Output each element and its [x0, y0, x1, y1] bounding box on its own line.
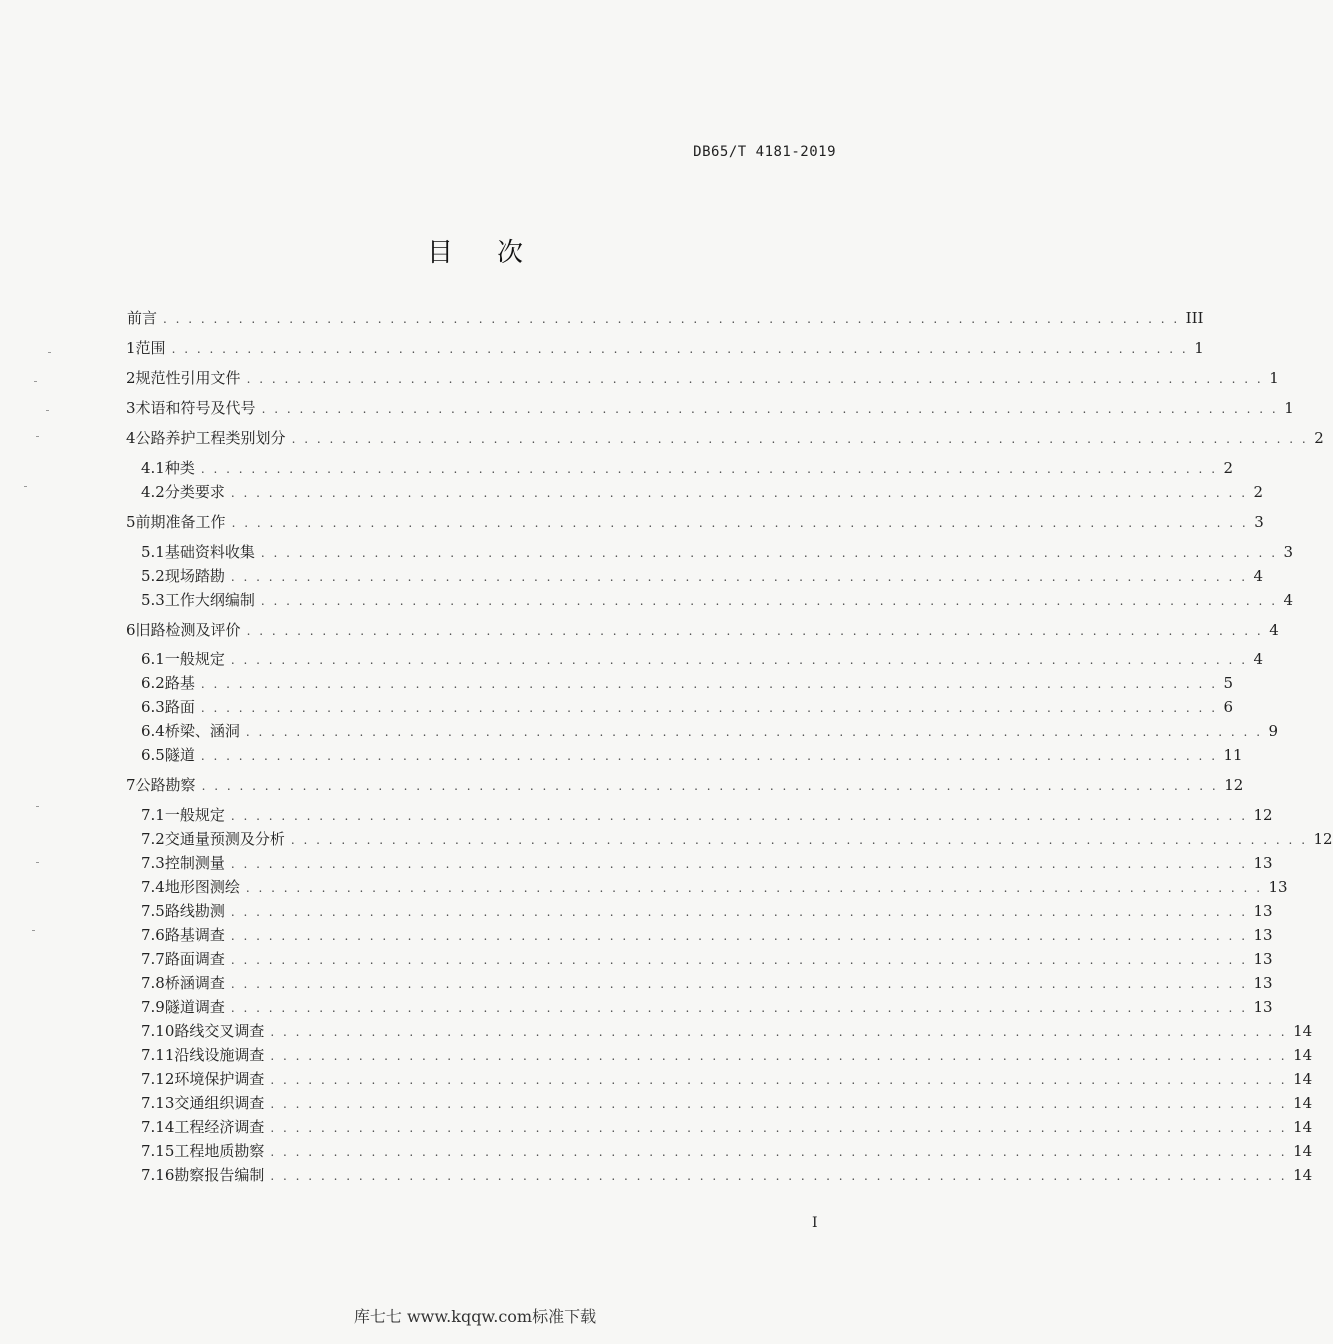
toc-entry-number: 7.12 [141, 1070, 175, 1088]
toc-entry-page: 14 [1293, 1022, 1313, 1040]
toc-entry-number: 6.2 [141, 674, 165, 692]
toc-entry-number: 6 [126, 621, 136, 639]
footer-watermark: 库七七 www.kqqw.com标准下载 [353, 1307, 597, 1326]
toc-entry-number: 6.5 [141, 746, 165, 764]
toc-entry-number: 7.7 [141, 950, 165, 968]
toc-entry-page: 5 [1223, 674, 1234, 692]
toc-entry-number: 7.3 [141, 854, 165, 872]
toc-entry-label: 路线勘测 [164, 902, 225, 920]
dot-leader: . . . . . . . . . . . . . . . . . . . . . . . . . . . . . . . . . . . . . . . . . . . . . . . . . . . . . . . . . . . . . . . . . . . . . . . . . . . . . . . . . [231, 516, 1249, 530]
toc-entry-number: 5.3 [141, 591, 165, 609]
toc-entry-page: 3 [1283, 543, 1294, 561]
toc-entry-page: 6 [1223, 698, 1234, 716]
toc-entry-number: 7.13 [141, 1094, 175, 1112]
dot-leader: . . . . . . . . . . . . . . . . . . . . . . . . . . . . . . . . . . . . . . . . . . . . . . . . . . . . . . . . . . . . . . . . . . . . . . . . . . . . . . . . . [201, 779, 1219, 793]
toc-entry[interactable] [127, 308, 1204, 328]
toc-entry-label: 环境保护调查 [174, 1070, 265, 1088]
dot-leader: . . . . . . . . . . . . . . . . . . . . . . . . . . . . . . . . . . . . . . . . . . . . . . . . . . . . . . . . . . . . . . . . . . . . . . . . . . . . . . . . . [230, 1001, 1248, 1015]
toc-entry-number: 6.1 [141, 650, 165, 668]
scan-speck [24, 486, 27, 487]
toc-entry-number: 2 [126, 369, 136, 387]
toc-entry[interactable] [141, 482, 1264, 502]
toc-entry-label: 前言 [127, 309, 158, 327]
toc-entry-label: 隧道 [164, 746, 195, 764]
toc-entry-number: 7.14 [141, 1118, 175, 1136]
toc-entry[interactable] [141, 829, 1333, 849]
dot-leader: . . . . . . . . . . . . . . . . . . . . . . . . . . . . . . . . . . . . . . . . . . . . . . . . . . . . . . . . . . . . . . . . . . . . . . . . . . . . . . . . . [200, 749, 1218, 763]
toc-entry[interactable] [141, 877, 1288, 897]
toc-entry-label: 路面调查 [164, 950, 225, 968]
toc-entry-page: 2 [1314, 429, 1324, 447]
document-id: DB65/T 4181-2019 [693, 144, 836, 160]
dot-leader: . . . . . . . . . . . . . . . . . . . . . . . . . . . . . . . . . . . . . . . . . . . . . . . . . . . . . . . . . . . . . . . . . . . . . . . . . . . . . . . . . [246, 372, 1264, 386]
toc-entry-label: 前期准备工作 [135, 513, 226, 531]
toc-entry-number: 7.6 [141, 926, 165, 944]
toc-entry-label: 路基 [164, 674, 195, 692]
toc-entry-number: 5.2 [141, 567, 165, 585]
toc-entry[interactable] [141, 1141, 1313, 1161]
toc-entry[interactable] [141, 997, 1273, 1017]
scan-speck [36, 806, 39, 807]
toc-entry-page: 13 [1253, 902, 1273, 920]
toc-entry-page: 2 [1253, 483, 1264, 501]
toc-entry[interactable] [141, 853, 1273, 873]
toc-entry[interactable] [141, 1069, 1313, 1089]
toc-entry-page: 14 [1293, 1046, 1313, 1064]
toc-entry[interactable] [141, 721, 1279, 741]
scan-speck [48, 352, 51, 353]
dot-leader: . . . . . . . . . . . . . . . . . . . . . . . . . . . . . . . . . . . . . . . . . . . . . . . . . . . . . . . . . . . . . . . . . . . . . . . . . . . . . . . . . [245, 881, 1263, 895]
toc-entry-label: 路基调查 [164, 926, 225, 944]
toc-entry-label: 桥涵调查 [164, 974, 225, 992]
toc-entry[interactable] [141, 1093, 1313, 1113]
dot-leader: . . . . . . . . . . . . . . . . . . . . . . . . . . . . . . . . . . . . . . . . . . . . . . . . . . . . . . . . . . . . . . . . . . . . . . . . . . . . . . . . . [270, 1049, 1288, 1063]
toc-entry-page: 13 [1253, 950, 1273, 968]
dot-leader: . . . . . . . . . . . . . . . . . . . . . . . . . . . . . . . . . . . . . . . . . . . . . . . . . . . . . . . . . . . . . . . . . . . . . . . . . . . . . . . . . [260, 594, 1278, 608]
toc-entry-label: 勘察报告编制 [174, 1166, 265, 1184]
dot-leader: . . . . . . . . . . . . . . . . . . . . . . . . . . . . . . . . . . . . . . . . . . . . . . . . . . . . . . . . . . . . . . . . . . . . . . . . . . . . . . . . . [291, 432, 1309, 446]
toc-entry[interactable] [141, 949, 1273, 969]
toc-entry-number: 7.8 [141, 974, 165, 992]
toc-entry-number: 7.16 [141, 1166, 175, 1184]
toc-entry-page: 11 [1223, 746, 1243, 764]
toc-entry-label: 种类 [164, 459, 195, 477]
toc-entry-page: 1 [1194, 339, 1204, 357]
toc-entry-label: 一般规定 [164, 650, 225, 668]
toc-entry-label: 隧道调查 [164, 998, 225, 1016]
toc-entry[interactable] [126, 338, 1204, 358]
toc-entry-page: 14 [1293, 1094, 1313, 1112]
toc-entry-label: 公路勘察 [135, 776, 196, 794]
toc-entry-number: 6.3 [141, 698, 165, 716]
toc-entry-label: 旧路检测及评价 [135, 621, 241, 639]
toc-entry-label: 规范性引用文件 [135, 369, 241, 387]
toc-entry-page: 14 [1293, 1118, 1313, 1136]
toc-entry[interactable] [141, 566, 1264, 586]
toc-entry-label: 一般规定 [164, 806, 225, 824]
dot-leader: . . . . . . . . . . . . . . . . . . . . . . . . . . . . . . . . . . . . . . . . . . . . . . . . . . . . . . . . . . . . . . . . . . . . . . . . . . . . . . . . . [230, 929, 1248, 943]
toc-entry-label: 术语和符号及代号 [135, 399, 256, 417]
scan-speck [36, 862, 39, 863]
toc-entry[interactable] [141, 697, 1234, 717]
toc-entry[interactable] [141, 1117, 1313, 1137]
toc-entry-page: 13 [1253, 854, 1273, 872]
dot-leader: . . . . . . . . . . . . . . . . . . . . . . . . . . . . . . . . . . . . . . . . . . . . . . . . . . . . . . . . . . . . . . . . . . . . . . . . . . . . . . . . . [270, 1097, 1288, 1111]
toc-entry[interactable] [126, 775, 1244, 795]
dot-leader: . . . . . . . . . . . . . . . . . . . . . . . . . . . . . . . . . . . . . . . . . . . . . . . . . . . . . . . . . . . . . . . . . . . . . . . . . . . . . . . . . [230, 809, 1248, 823]
toc-entry[interactable] [141, 542, 1294, 562]
dot-leader: . . . . . . . . . . . . . . . . . . . . . . . . . . . . . . . . . . . . . . . . . . . . . . . . . . . . . . . . . . . . . . . . . . . . . . . . . . . . . . . . . [200, 462, 1218, 476]
toc-entry[interactable] [141, 673, 1234, 693]
dot-leader: . . . . . . . . . . . . . . . . . . . . . . . . . . . . . . . . . . . . . . . . . . . . . . . . . . . . . . . . . . . . . . . . . . . . . . . . . . . . . . . . . [270, 1073, 1288, 1087]
dot-leader: . . . . . . . . . . . . . . . . . . . . . . . . . . . . . . . . . . . . . . . . . . . . . . . . . . . . . . . . . . . . . . . . . . . . . . . . . . . . . . . . . [230, 953, 1248, 967]
dot-leader: . . . . . . . . . . . . . . . . . . . . . . . . . . . . . . . . . . . . . . . . . . . . . . . . . . . . . . . . . . . . . . . . . . . . . . . . . . . . . . . . . [230, 653, 1248, 667]
dot-leader: . . . . . . . . . . . . . . . . . . . . . . . . . . . . . . . . . . . . . . . . . . . . . . . . . . . . . . . . . . . . . . . . . . . . . . . . . . . . . . . . . [171, 342, 1189, 356]
dot-leader: . . . . . . . . . . . . . . . . . . . . . . . . . . . . . . . . . . . . . . . . . . . . . . . . . . . . . . . . . . . . . . . . . . . . . . . . . . . . . . . . . [245, 725, 1263, 739]
toc-entry-label: 控制测量 [164, 854, 225, 872]
dot-leader: . . . . . . . . . . . . . . . . . . . . . . . . . . . . . . . . . . . . . . . . . . . . . . . . . . . . . . . . . . . . . . . . . . . . . . . . . . . . . . . . . [230, 570, 1248, 584]
toc-entry-number: 7.1 [141, 806, 165, 824]
dot-leader: . . . . . . . . . . . . . . . . . . . . . . . . . . . . . . . . . . . . . . . . . . . . . . . . . . . . . . . . . . . . . . . . . . . . . . . . . . . . . . . . . [200, 701, 1218, 715]
toc-entry-page: 1 [1269, 369, 1279, 387]
toc-entry-label: 工程经济调查 [174, 1118, 265, 1136]
toc-entry-page: 4 [1253, 567, 1264, 585]
toc-entry-number: 1 [126, 339, 136, 357]
scan-speck [32, 930, 35, 931]
toc-entry-page: III [1185, 309, 1204, 327]
toc-entry[interactable] [141, 1021, 1313, 1041]
toc-entry[interactable] [141, 458, 1234, 478]
toc-entry-page: 12 [1253, 806, 1273, 824]
toc-entry-number: 5 [126, 513, 136, 531]
toc-entry-number: 7.15 [141, 1142, 175, 1160]
page-title: 目次 [426, 238, 567, 268]
toc-entry-page: 4 [1283, 591, 1294, 609]
toc-entry-number: 7 [126, 776, 136, 794]
toc-entry-number: 7.9 [141, 998, 165, 1016]
dot-leader: . . . . . . . . . . . . . . . . . . . . . . . . . . . . . . . . . . . . . . . . . . . . . . . . . . . . . . . . . . . . . . . . . . . . . . . . . . . . . . . . . [290, 833, 1308, 847]
toc-entry-label: 基础资料收集 [164, 543, 255, 561]
toc-entry-page: 12 [1313, 830, 1333, 848]
toc-entry-label: 桥梁、涵洞 [164, 722, 240, 740]
toc-entry-label: 路线交叉调查 [174, 1022, 265, 1040]
toc-entry[interactable] [141, 590, 1294, 610]
toc-entry-label: 交通组织调查 [174, 1094, 265, 1112]
toc-entry[interactable] [126, 368, 1279, 388]
toc-entry-page: 14 [1293, 1142, 1313, 1160]
toc-entry-page: 4 [1269, 621, 1279, 639]
toc-entry-label: 工程地质勘察 [174, 1142, 265, 1160]
toc-entry-page: 4 [1253, 650, 1264, 668]
toc-entry[interactable] [141, 901, 1273, 921]
toc-entry-number: 7.10 [141, 1022, 175, 1040]
dot-leader: . . . . . . . . . . . . . . . . . . . . . . . . . . . . . . . . . . . . . . . . . . . . . . . . . . . . . . . . . . . . . . . . . . . . . . . . . . . . . . . . . [270, 1025, 1288, 1039]
scan-speck [34, 381, 37, 382]
toc-entry-page: 3 [1254, 513, 1264, 531]
toc-entry-page: 13 [1253, 926, 1273, 944]
toc-entry-number: 4 [126, 429, 136, 447]
toc-entry-label: 现场踏勘 [164, 567, 225, 585]
dot-leader: . . . . . . . . . . . . . . . . . . . . . . . . . . . . . . . . . . . . . . . . . . . . . . . . . . . . . . . . . . . . . . . . . . . . . . . . . . . . . . . . . [230, 857, 1248, 871]
toc-entry[interactable] [126, 620, 1279, 640]
toc-entry-label: 工作大纲编制 [164, 591, 255, 609]
toc-entry-label: 路面 [164, 698, 195, 716]
toc-entry-number: 4.2 [141, 483, 165, 501]
toc-entry[interactable] [126, 512, 1264, 532]
toc-entry-page: 14 [1293, 1070, 1313, 1088]
toc-entry-number: 6.4 [141, 722, 165, 740]
dot-leader: . . . . . . . . . . . . . . . . . . . . . . . . . . . . . . . . . . . . . . . . . . . . . . . . . . . . . . . . . . . . . . . . . . . . . . . . . . . . . . . . . [230, 905, 1248, 919]
toc-entry[interactable] [141, 1045, 1313, 1065]
toc-entry[interactable] [141, 973, 1273, 993]
scan-speck [36, 436, 39, 437]
dot-leader: . . . . . . . . . . . . . . . . . . . . . . . . . . . . . . . . . . . . . . . . . . . . . . . . . . . . . . . . . . . . . . . . . . . . . . . . . . . . . . . . . [270, 1169, 1288, 1183]
toc-entry-page: 13 [1253, 974, 1273, 992]
toc-entry[interactable] [141, 805, 1273, 825]
dot-leader: . . . . . . . . . . . . . . . . . . . . . . . . . . . . . . . . . . . . . . . . . . . . . . . . . . . . . . . . . . . . . . . . . . . . . . . . . . . . . . . . . [261, 402, 1279, 416]
toc-entry-page: 13 [1253, 998, 1273, 1016]
toc-entry-number: 7.11 [141, 1046, 175, 1064]
toc-entry-number: 7.5 [141, 902, 165, 920]
dot-leader: . . . . . . . . . . . . . . . . . . . . . . . . . . . . . . . . . . . . . . . . . . . . . . . . . . . . . . . . . . . . . . . . . . . . . . . . . . . . . . . . . [270, 1145, 1288, 1159]
toc-entry-label: 地形图测绘 [164, 878, 240, 896]
toc-entry-label: 沿线设施调查 [174, 1046, 265, 1064]
toc-entry-number: 3 [126, 399, 136, 417]
toc-entry-number: 7.2 [141, 830, 165, 848]
toc-entry-label: 范围 [135, 339, 166, 357]
toc-entry[interactable] [141, 649, 1264, 669]
dot-leader: . . . . . . . . . . . . . . . . . . . . . . . . . . . . . . . . . . . . . . . . . . . . . . . . . . . . . . . . . . . . . . . . . . . . . . . . . . . . . . . . . [163, 312, 1180, 326]
toc-entry[interactable] [141, 925, 1273, 945]
toc-entry-page: 12 [1224, 776, 1244, 794]
toc-entry-page: 2 [1223, 459, 1234, 477]
toc-entry[interactable] [141, 1165, 1313, 1185]
dot-leader: . . . . . . . . . . . . . . . . . . . . . . . . . . . . . . . . . . . . . . . . . . . . . . . . . . . . . . . . . . . . . . . . . . . . . . . . . . . . . . . . . [260, 546, 1278, 560]
dot-leader: . . . . . . . . . . . . . . . . . . . . . . . . . . . . . . . . . . . . . . . . . . . . . . . . . . . . . . . . . . . . . . . . . . . . . . . . . . . . . . . . . [200, 677, 1218, 691]
dot-leader: . . . . . . . . . . . . . . . . . . . . . . . . . . . . . . . . . . . . . . . . . . . . . . . . . . . . . . . . . . . . . . . . . . . . . . . . . . . . . . . . . [246, 624, 1264, 638]
dot-leader: . . . . . . . . . . . . . . . . . . . . . . . . . . . . . . . . . . . . . . . . . . . . . . . . . . . . . . . . . . . . . . . . . . . . . . . . . . . . . . . . . [270, 1121, 1288, 1135]
dot-leader: . . . . . . . . . . . . . . . . . . . . . . . . . . . . . . . . . . . . . . . . . . . . . . . . . . . . . . . . . . . . . . . . . . . . . . . . . . . . . . . . . [230, 977, 1248, 991]
toc-entry-page: 9 [1268, 722, 1279, 740]
dot-leader: . . . . . . . . . . . . . . . . . . . . . . . . . . . . . . . . . . . . . . . . . . . . . . . . . . . . . . . . . . . . . . . . . . . . . . . . . . . . . . . . . [230, 486, 1248, 500]
toc-entry-number: 7.4 [141, 878, 165, 896]
toc-entry-number: 4.1 [141, 459, 165, 477]
toc-entry-number: 5.1 [141, 543, 165, 561]
toc-entry-page: 1 [1284, 399, 1294, 417]
scan-speck [46, 410, 49, 411]
toc-entry-label: 交通量预测及分析 [164, 830, 285, 848]
toc-entry-page: 13 [1268, 878, 1288, 896]
toc-entry-label: 公路养护工程类别划分 [135, 429, 286, 447]
toc-entry[interactable] [126, 428, 1324, 448]
toc-entry[interactable] [141, 745, 1243, 765]
page-number: I [812, 1215, 818, 1231]
toc-entry-page: 14 [1293, 1166, 1313, 1184]
toc-entry[interactable] [126, 398, 1294, 418]
toc-entry-label: 分类要求 [164, 483, 225, 501]
